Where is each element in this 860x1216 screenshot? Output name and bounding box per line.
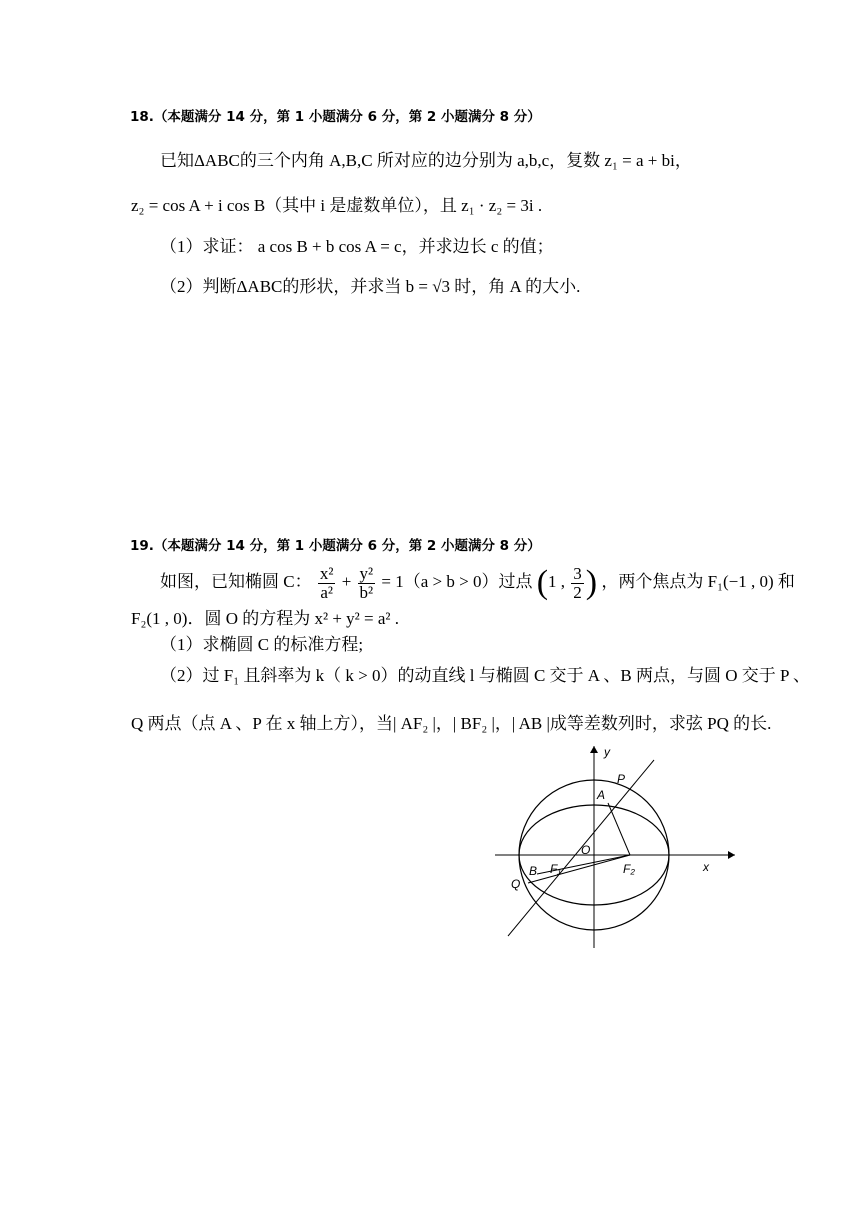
q18-line1: 已知ΔABC的三个内角 A,B,C 所对应的边分别为 a,b,c，复数 z₁ = a + bi，: [160, 151, 692, 170]
q19-part2-line1: （2）过 F₁ 且斜率为 k（ k > 0）的动直线 l 与椭圆 C 交于 A 、B 两点，与圆 O 交于 P 、: [160, 666, 811, 685]
q18-part1: （1）求证： a cos B + b cos A = c，并求边长 c 的值；: [160, 237, 554, 256]
q19-line1-post: ，两个焦点为 F₁(−1 , 0) 和: [601, 572, 795, 591]
label-f1: F₁: [550, 862, 562, 876]
q19-header: 19.（本题满分 14 分，第 1 小题满分 6 分，第 2 小题满分 8 分）: [130, 538, 541, 554]
label-q: Q: [511, 877, 521, 891]
q19-part1: （1）求椭圆 C 的标准方程;: [160, 635, 364, 654]
fraction-3-2: [571, 565, 584, 602]
q19-part2-line2: Q 两点（点 A 、P 在 x 轴上方），当| AF₂ |，| BF₂ |，| AB |成等差数列时，求弦 PQ 的长.: [131, 714, 772, 733]
fraction-numerator: y²: [359, 563, 374, 583]
label-a: A: [597, 788, 606, 802]
segment-af2: [608, 803, 630, 855]
fraction-numerator: 3: [573, 563, 582, 583]
y-axis-arrow: [590, 746, 598, 753]
fraction-x2-a2: [318, 565, 336, 602]
fraction-denominator: a²: [320, 582, 333, 602]
q19-line2: F₂(1 , 0)．圆 O 的方程为 x² + y² = a² .: [131, 609, 399, 628]
q19-line1-mid: = 1（a > b > 0）过点: [381, 572, 533, 591]
point-x: 1 ,: [548, 572, 566, 591]
fraction-y2-b2: [358, 565, 376, 602]
label-b: B: [529, 864, 538, 878]
q18-line2: z₂ = cos A + i cos B（其中 i 是虚数单位），且 z₁ · z₂ = 3i .: [131, 196, 543, 215]
q19-line1: [160, 560, 795, 605]
segment-qf2: [528, 855, 630, 883]
label-o: O: [581, 843, 591, 857]
label-x: x: [703, 860, 709, 874]
q18-part2: （2）判断ΔABC的形状，并求当 b = √3 时，角 A 的大小.: [160, 277, 581, 296]
left-paren: (: [536, 564, 549, 602]
fraction-denominator: b²: [359, 582, 374, 602]
ellipse-circle-diagram: [490, 740, 750, 955]
label-f2: F₂: [623, 862, 635, 876]
fraction-denominator: 2: [573, 582, 582, 602]
q19-line1-pre: 如图，已知椭圆 C：: [160, 572, 312, 591]
label-y: y: [604, 745, 610, 759]
right-paren: ): [585, 564, 598, 602]
x-axis-arrow: [728, 851, 735, 859]
q18-header: 18.（本题满分 14 分，第 1 小题满分 6 分，第 2 小题满分 8 分）: [130, 109, 541, 125]
label-p: P: [617, 772, 626, 786]
fraction-numerator: x²: [319, 563, 334, 583]
plus-sign: +: [341, 572, 352, 591]
